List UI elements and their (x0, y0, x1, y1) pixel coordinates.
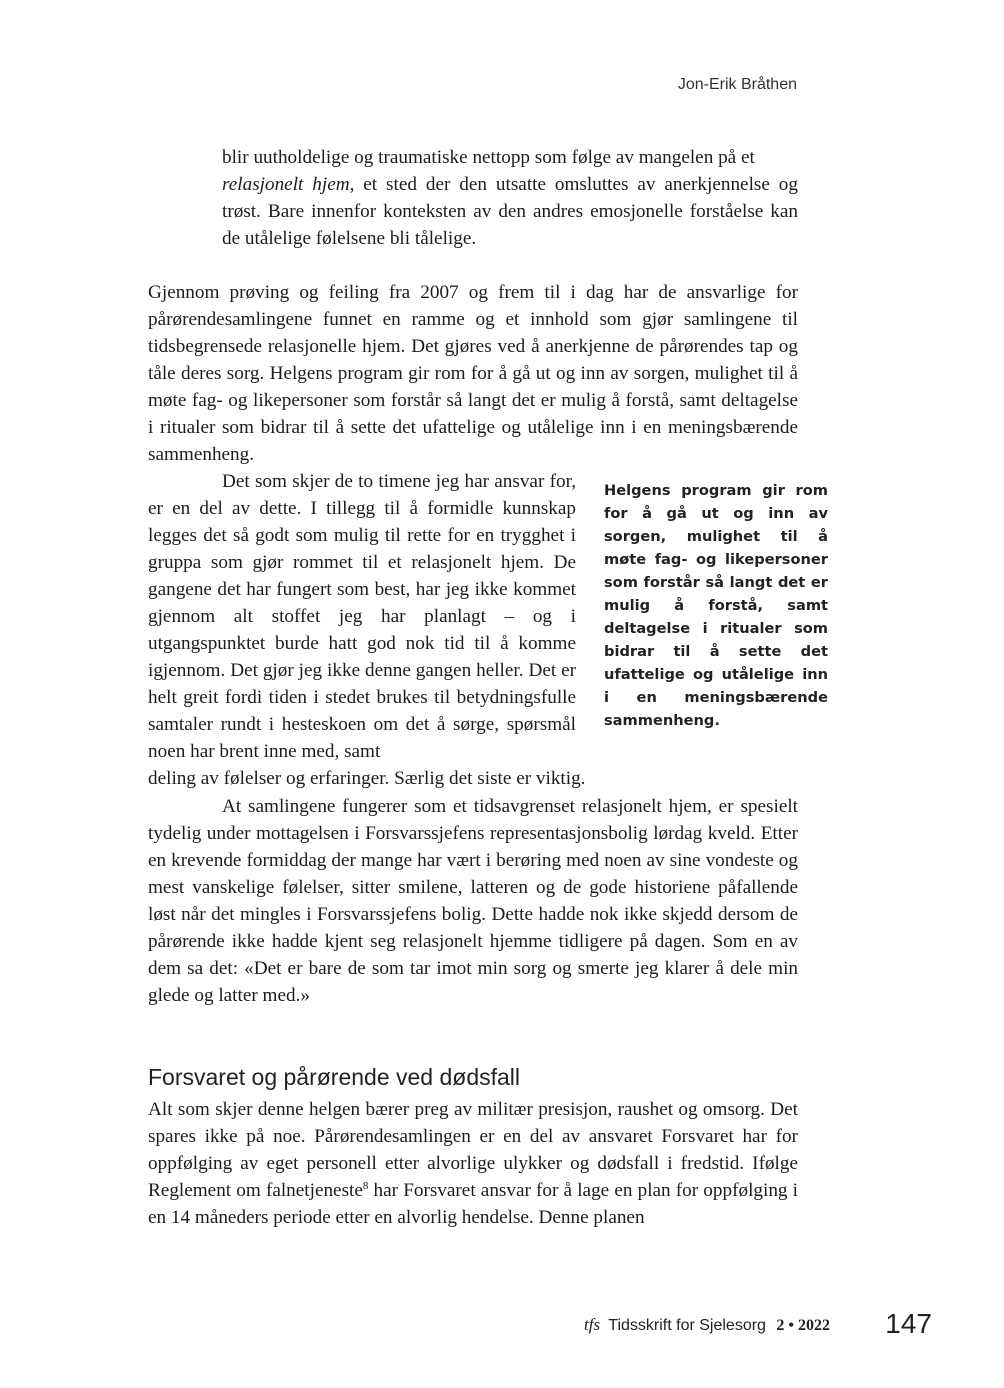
block-quote-text-2: , et sted der den utsatte omsluttes av anerkjennelse og trøst. Bare innenfor konteksten av den andres emosjonelle forståelse kan de utålelige følelsene bli tålelige. (222, 174, 798, 249)
paragraph-2: Det som skjer de to timene jeg har ansvar for, er en del av dette. I tillegg til å formidle kunnskap legges det så godt som mulig til rette for en trygghet i gruppa som gjør rommet til et relasjonelt hjem. De gangene det har fungert som best, har jeg ikke kommet gjennom alt stoffet jeg har planlagt – og i utgangspunktet burde hatt god nok tid til å komme igjennom. Det gjør jeg ikke denne gangen heller. Det er helt greit fordi tiden i stedet brukes til betydningsfulle samtaler rundt i hesteskoen om det å sørge, spørsmål noen har brent inne med, samt (148, 471, 576, 762)
footer-journal (540, 1315, 830, 1335)
paragraph-2-last-line: deling av følelser og erfaringer. Særlig det siste er viktig. (148, 768, 586, 789)
block-quote (222, 144, 798, 252)
journal-abbreviation: tfs (584, 1315, 601, 1334)
section-heading: Forsvaret og pårørende ved dødsfall (148, 1064, 521, 1090)
paragraph-2-column (148, 468, 576, 765)
journal-issue: 2 • 2022 (776, 1317, 830, 1334)
paragraph-4-text-2: har Forsvaret ansvar for å lage en plan for oppfølging i en 14 måneders periode etter en alvorlig hendelse. Denne planen (148, 1180, 798, 1228)
paragraph-4-text-1: Alt som skjer denne helgen bærer preg av militær presisjon, raushet og omsorg. Det spares ikke på noe. Pårørendesamlingen er en del av ansvaret Forsvaret har for oppfølging av eget personell etter alvorlige ulykker og dødsfall i fredstid. Ifølge Reglement om falnetjeneste (148, 1099, 798, 1201)
page-number: 147 (885, 1308, 932, 1339)
pull-quote: Helgens program gir rom for å gå ut og inn av sorgen, mulighet til å møte fag- og likepersoner som forstår så langt det er mulig å forstå, samt deltagelse i ritualer som bidrar til å sette det ufattelige og utålelige inn i en meningsbærende sammenheng. (604, 482, 828, 729)
running-head-author: Jon-Erik Bråthen (677, 76, 797, 93)
block-quote-text-1: blir uutholdelige og traumatiske nettopp som følge av mangelen på et (222, 147, 755, 168)
footnote-reference: 8 (362, 1180, 369, 1192)
paragraph-1: Gjennom prøving og feiling fra 2007 og frem til i dag har de ansvarlige for pårørendesamlingene funnet en ramme og et innhold som gjør samlingene til tidsbegrensede relasjonelle hjem. Det gjøres ved å anerkjenne de pårørendes tap og tåle deres sorg. Helgens program gir rom for å gå ut og inn av sorgen, mulighet til å møte fag- og likepersoner som forstår så langt det er mulig å forstå, samt deltagelse i ritualer som bidrar til å sette det ufattelige og utålelige inn i en meningsbærende sammenheng. (148, 282, 798, 465)
paragraph-4 (148, 1096, 798, 1231)
block-quote-italic: relasjonelt hjem (222, 174, 350, 195)
journal-name: Tidsskrift for Sjelesorg (608, 1317, 766, 1334)
paragraph-3: At samlingene fungerer som et tidsavgrenset relasjonelt hjem, er spesielt tydelig under mottagelsen i Forsvarssjefens representasjonsbolig lørdag kveld. Etter en krevende formiddag der mange har vært i berøring med noen av sine vondeste og mest vanskelige følelser, sitter smilene, latteren og de gode historiene påfallende løst når det mingles i Forsvarssjefens bolig. Dette hadde nok ikke skjedd dersom de pårørende ikke hadde kjent seg relasjonelt hjemme tidligere på dagen. Som en av dem sa det: «Det er bare de som tar imot min sorg og smerte jeg klarer å dele min glede og latter med.» (148, 796, 798, 1006)
